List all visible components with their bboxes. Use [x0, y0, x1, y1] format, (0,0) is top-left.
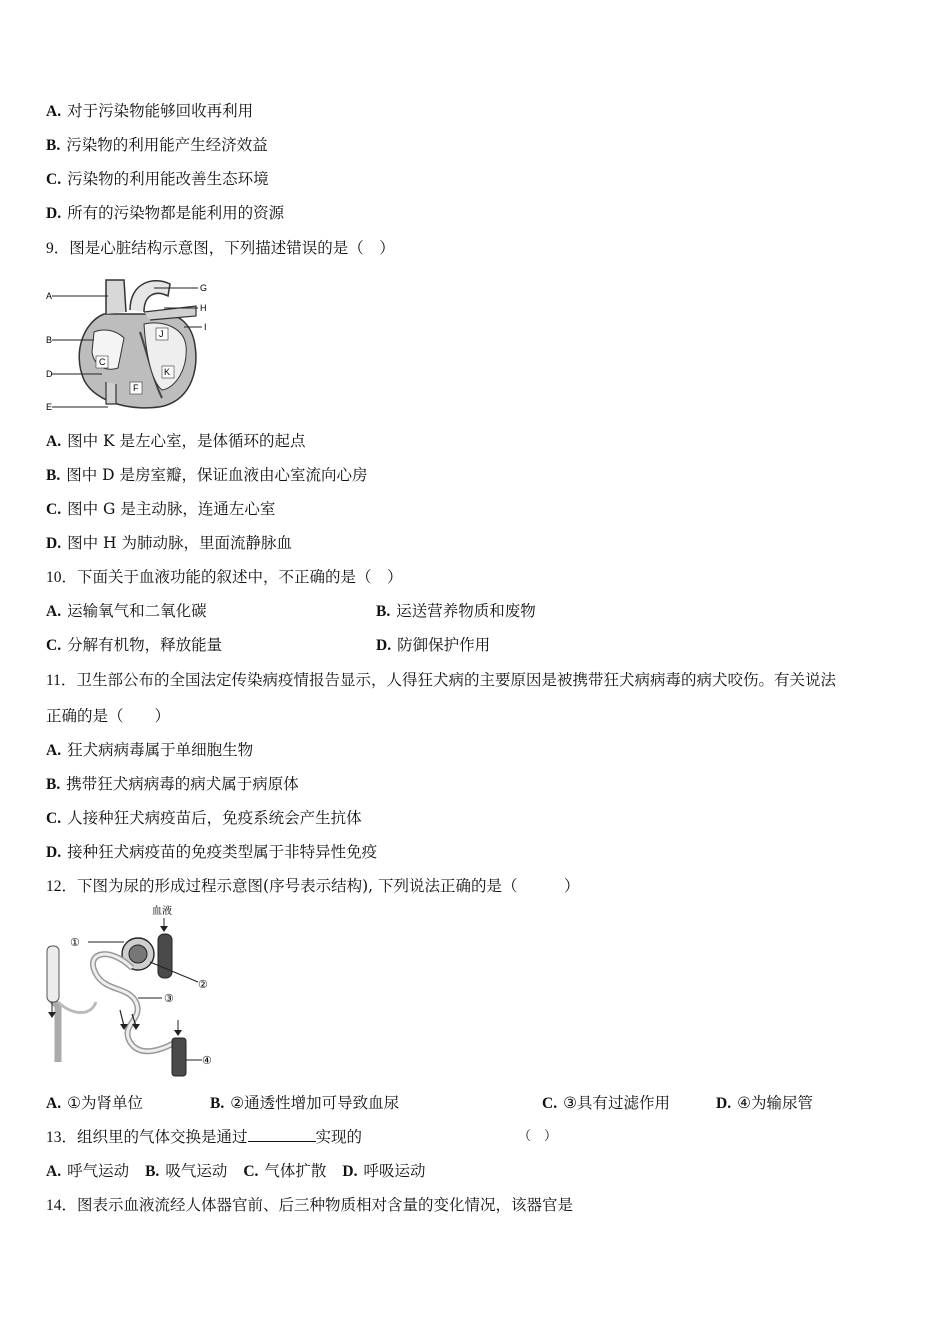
q9-option-a: A. 图中 K 是左心室，是体循环的起点	[46, 432, 306, 450]
nephron-label-2: ②	[198, 979, 208, 991]
q11-stem-line2: 正确的是（ ）	[46, 707, 171, 725]
heart-label-c: C	[99, 357, 106, 367]
heart-label-e: E	[46, 402, 53, 412]
q8-option-c: C. 污染物的利用能改善生态环境	[46, 170, 269, 188]
heart-label-g: G	[200, 283, 208, 293]
q10-option-c: C. 分解有机物，释放能量	[46, 636, 223, 654]
q13-answer-blank[interactable]	[248, 1127, 316, 1142]
nephron-label-1: ①	[70, 937, 80, 949]
nephron-label-blood: 血液	[152, 906, 172, 917]
q11-option-a: A. 狂犬病病毒属于单细胞生物	[46, 741, 254, 759]
q12-option-a: A. ①为肾单位	[46, 1094, 143, 1112]
nephron-label-3: ③	[164, 993, 174, 1005]
q10-option-a: A. 运输氧气和二氧化碳	[46, 602, 207, 620]
heart-label-f: F	[133, 383, 139, 393]
heart-label-d: D	[46, 369, 53, 379]
q11-option-b: B. 携带狂犬病病毒的病犬属于病原体	[46, 775, 299, 793]
heart-label-i: I	[204, 322, 207, 332]
heart-label-k: K	[164, 367, 171, 377]
q12-option-d: D. ④为输尿管	[716, 1094, 813, 1112]
kidney-nephron-diagram	[40, 902, 230, 1080]
q14-stem: 14．图表示血液流经人体器官前、后三种物质相对含量的变化情况，该器官是	[46, 1196, 574, 1214]
heart-label-j: J	[159, 329, 164, 339]
heart-diagram	[44, 272, 224, 418]
q9-stem: 9．图是心脏结构示意图，下列描述错误的是（ ）	[46, 239, 395, 257]
q13-options: A. 呼气运动 B. 吸气运动 C. 气体扩散 D. 呼吸运动	[46, 1162, 426, 1180]
q13-stem: 13．组织里的气体交换是通过 实现的	[46, 1128, 363, 1146]
q8-option-a: A. 对于污染物能够回收再利用	[46, 102, 254, 120]
q9-option-b: B. 图中 D 是房室瓣，保证血液由心室流向心房	[46, 466, 368, 484]
q10-option-d: D. 防御保护作用	[376, 636, 491, 654]
q8-option-d: D. 所有的污染物都是能利用的资源	[46, 204, 285, 222]
q12-stem: 12．下图为尿的形成过程示意图(序号表示结构), 下列说法正确的是（ ）	[46, 877, 580, 895]
heart-label-a: A	[46, 291, 53, 301]
q10-option-b: B. 运送营养物质和废物	[376, 602, 536, 620]
nephron-label-4: ④	[202, 1055, 212, 1067]
q12-option-c: C. ③具有过滤作用	[542, 1094, 670, 1112]
q12-option-b: B. ②通透性增加可导致血尿	[210, 1094, 400, 1112]
q9-option-d: D. 图中 H 为肺动脉，里面流静脉血	[46, 534, 292, 552]
q13-bracket: （ ）	[518, 1129, 558, 1144]
q9-option-c: C. 图中 G 是主动脉，连通左心室	[46, 500, 276, 518]
heart-label-b: B	[46, 335, 53, 345]
q11-stem-line1: 11．卫生部公布的全国法定传染病疫情报告显示，人得狂犬病的主要原因是被携带狂犬病病毒的病犬咬伤。有关说法	[46, 671, 836, 689]
q8-option-b: B. 污染物的利用能产生经济效益	[46, 136, 268, 154]
q11-option-d: D. 接种狂犬病疫苗的免疫类型属于非特异性免疫	[46, 843, 378, 861]
q10-stem: 10．下面关于血液功能的叙述中，不正确的是（ ）	[46, 568, 403, 586]
heart-label-h: H	[200, 303, 207, 313]
q11-option-c: C. 人接种狂犬病疫苗后，免疫系统会产生抗体	[46, 809, 362, 827]
